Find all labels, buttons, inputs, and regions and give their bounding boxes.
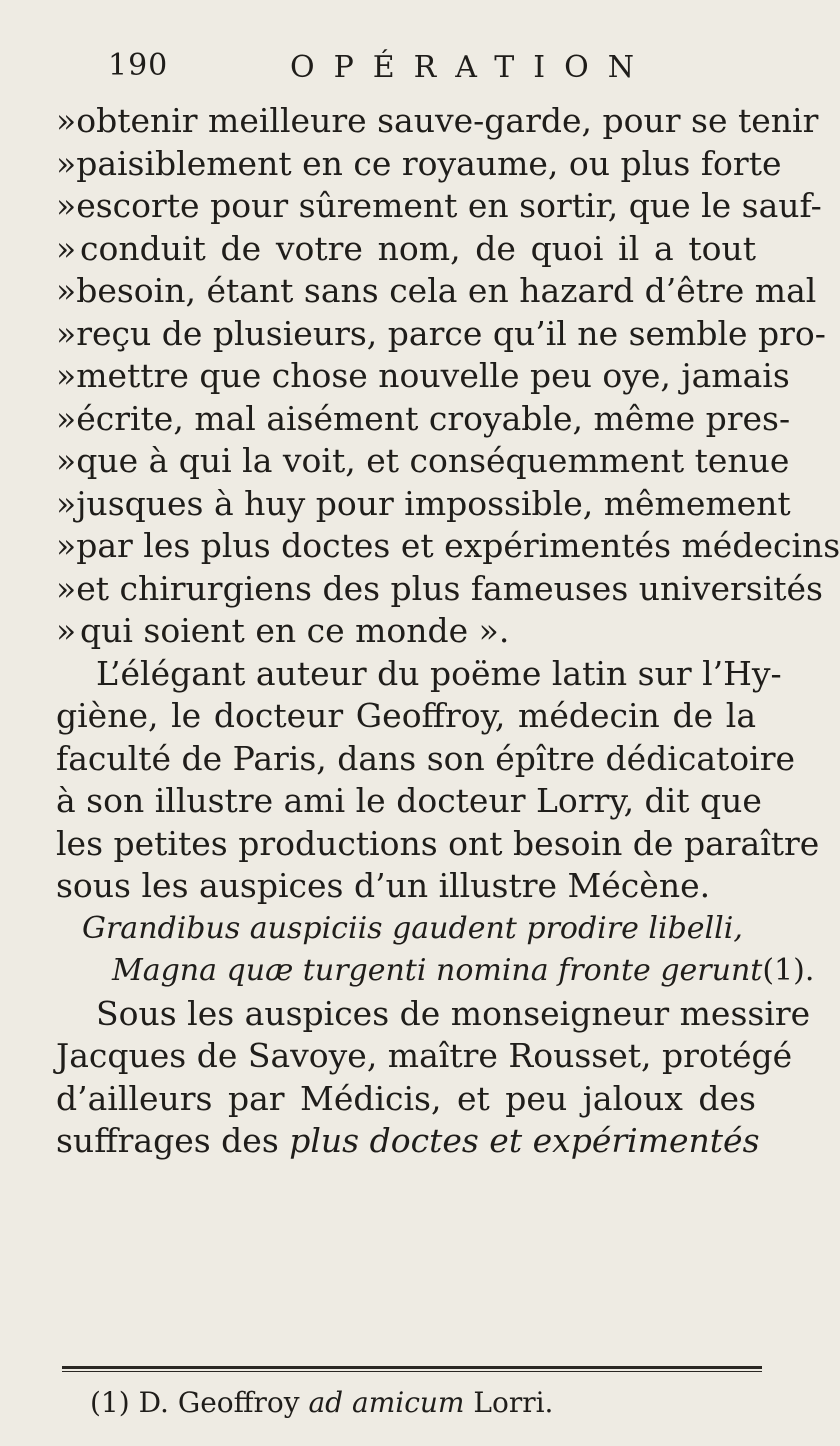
- paragraph-line: sous les auspices d’un illustre Mécène.: [56, 866, 711, 905]
- quote-mark: »: [56, 526, 77, 565]
- quote-text: escorte pour sûrement en sortir, que le sauf-: [76, 186, 822, 225]
- footnote-author: D. Geoffroy: [138, 1386, 300, 1419]
- quote-text: par les plus doctes et expérimentés médecins: [76, 526, 840, 565]
- quote-mark: »: [56, 398, 77, 438]
- quote-text: conduit de votre nom, de quoi il a tout: [80, 228, 756, 268]
- footnote-end: Lorri.: [473, 1386, 554, 1419]
- quote-line: [56, 398, 791, 441]
- quote-line: [56, 355, 790, 398]
- page-header: [108, 48, 728, 88]
- verse-text: Grandibus auspiciis gaudent prodire libelli,: [82, 910, 743, 946]
- quote-line: [56, 143, 782, 186]
- quote-line: [56, 610, 756, 653]
- quote-text: obtenir meilleure sauve-garde, pour se tenir: [76, 101, 819, 140]
- paragraph-line: [56, 1120, 760, 1163]
- quote-line: [56, 483, 791, 526]
- quote-text: qui soient en ce monde ».: [80, 611, 510, 650]
- quote-mark: »: [56, 313, 77, 353]
- paragraph-line: les petites productions ont besoin de paraître: [56, 823, 820, 863]
- paragraph-line: L’élégant auteur du poëme latin sur l’Hy-: [96, 653, 782, 693]
- body-text: [56, 100, 840, 1163]
- footnote-italic: ad amicum: [308, 1386, 465, 1419]
- paragraph-line: Jacques de Savoye, maître Rousset, protégé: [56, 1036, 793, 1075]
- paragraph-rousset: [56, 993, 811, 1121]
- footnote-rule-thin: [62, 1371, 762, 1372]
- line-text: suffrages des: [56, 1121, 279, 1160]
- quote-line: [56, 525, 840, 568]
- quote-mark: »: [56, 271, 77, 310]
- quote-line: [56, 440, 790, 483]
- quote-mark: »: [56, 483, 77, 523]
- paragraph-line: à son illustre ami le docteur Lorry, dit que: [56, 781, 762, 820]
- quote-text: paisiblement en ce royaume, ou plus forte: [76, 143, 782, 183]
- running-title: OPÉRATION: [290, 50, 653, 85]
- quote-text: écrite, mal aisément croyable, même pres-: [76, 398, 791, 438]
- verse-text: Magna quæ turgenti nomina fronte gerunt: [112, 953, 763, 988]
- paragraph-line: giène, le docteur Geoffroy, médecin de la: [56, 696, 756, 735]
- latin-verse-line-2: [56, 950, 815, 993]
- italic-phrase: plus doctes et expérimentés: [289, 1121, 760, 1160]
- quote-text: et chirurgiens des plus fameuses universités: [76, 568, 823, 608]
- quote-line: [56, 270, 817, 313]
- quote-mark: »: [56, 568, 77, 608]
- quote-mark: »: [56, 356, 77, 395]
- quote-line: [56, 313, 826, 356]
- footnote: [90, 1386, 553, 1419]
- quote-mark: »: [56, 101, 77, 140]
- footnote-mark: (1): [90, 1386, 130, 1419]
- paragraph-line: Sous les auspices de monseigneur messire: [96, 993, 811, 1033]
- quote-text: besoin, étant sans cela en hazard d’être mal: [76, 271, 817, 310]
- quote-line: [56, 228, 756, 271]
- paragraph-geoffroy: [56, 653, 820, 908]
- quote-text: que à qui la voit, et conséquemment tenue: [76, 441, 790, 480]
- paragraph-line: faculté de Paris, dans son épître dédicatoire: [56, 738, 796, 778]
- quote-text: mettre que chose nouvelle peu oye, jamais: [76, 356, 790, 395]
- footnote-reference: (1).: [762, 953, 815, 988]
- quotation-block: [56, 100, 840, 653]
- page-number: 190: [108, 48, 169, 83]
- quote-text: jusques à huy pour impossible, mêmement: [76, 483, 791, 523]
- quote-mark: »: [56, 186, 77, 225]
- paragraph-line: d’ailleurs par Médicis, et peu jaloux des: [56, 1078, 756, 1118]
- quote-mark: »: [56, 228, 77, 268]
- quote-mark: »: [56, 143, 77, 183]
- quote-text: reçu de plusieurs, parce qu’il ne semble pro-: [76, 313, 826, 353]
- quote-line: [56, 568, 823, 611]
- quote-line: [56, 100, 819, 143]
- footnote-rule: [62, 1366, 762, 1369]
- quote-mark: »: [56, 441, 77, 480]
- latin-verse-line-1: [56, 908, 756, 951]
- quote-mark: »: [56, 611, 77, 650]
- quote-line: [56, 185, 822, 228]
